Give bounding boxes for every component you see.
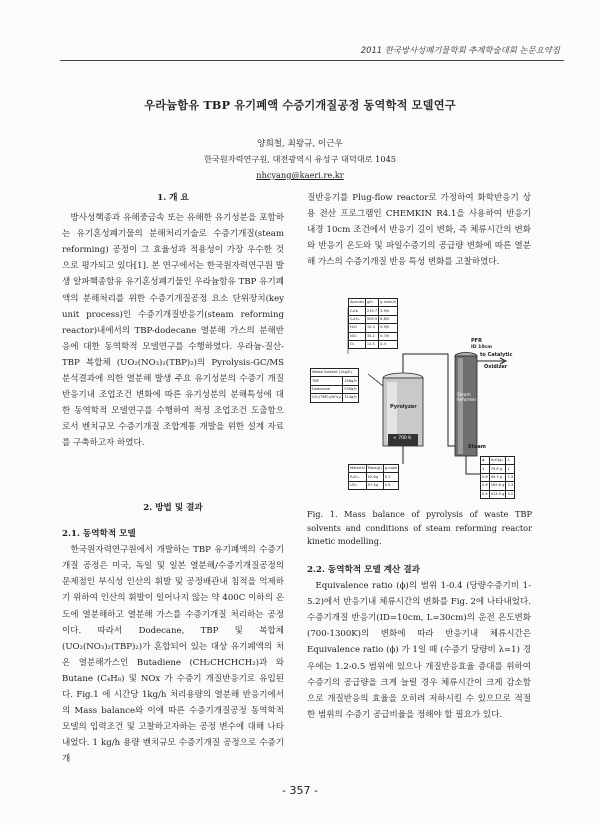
- species-table: Species g/h g-mole/h C₄H₆ 219.7 3.9/h C₄H₁₀ 509.9 8.8/h H₂O 15.3 0.9/h NO₂ 33.2 0.7/h O₂ 11.5 0.4: [348, 298, 398, 349]
- running-header: 2011 한국방사성폐기물학회 추계학술대회 논문요약집: [360, 45, 560, 55]
- pyrolyzer-temp: < 700 K: [393, 436, 412, 441]
- header-rule: [60, 60, 564, 61]
- catalytic-label: to Catalytic: [480, 352, 513, 358]
- subsection-2-1-paragraph: 한국원자력연구원에서 개발하는 TBP 유기폐액의 수증기개질 공정은 미국, 독일 및 일본 열분해/수증기개질공정의 문제점인 부식성 인산의 휘발 및 공정배관내 침적을 억제하기 위하여 인산의 휘발이 일어나지 않는 약 400C 이하의 온도에 열분해하고 열분해 가스를 수증기개질 처리하는 공정이다. 따라서 Dodecane, TBP 및 복합체 (UO₂(NO₃)₂(TBP)₂)가 혼합되어 있는 대상 유기폐액의 처온 열분해가스인 Butadiene (CH₂CHCHCH₂)과 와 Butane (C₄H₈) 및 NOx 가 수증기 개질반응기로 유입된다. Fig.1 에 시간당 1kg/h 처리용량의 열분해 반응기에서의 Mass balance와 이에 따른 수증기개질공정 동역학적 모델의 입력조건 및 고찰하고자하는 공정 변수에 대해 나타내었다. 1 kg/h 용량 벤치규모 수증기개질 공정으로 수증기개: [62, 545, 284, 765]
- waste-solvent-table: Waste Solvent (1kg/h) TBP 156g/h Dodecane 530g/h UO₂(TBP)₂(NO₃)₂ 314g/h: [310, 368, 359, 403]
- method-heading: 2. 방법 및 결과: [143, 503, 203, 513]
- affiliation: 한국원자력연구원, 대전광역시 유성구 대덕대로 1045: [203, 154, 397, 164]
- continued-paragraph: 질반응기를 Plug-flow reactor로 가정하여 화학반응기 상용 전산 프로그램인 CHEMKIN R4.1을 사용하여 반응기 내경 10cm 조건에서 반응기 길이 변화, 즉 체류시간의 변화와 반응기 온도와 및 파일수증기의 공급량 변화에 따른 열분해 가스의 수증기개질 반응 특성 변화를 고찰하였다.: [307, 193, 531, 268]
- oxidizer-label: Oxidizer: [484, 364, 508, 370]
- subsection-2-2-paragraph: Equivalence ratio (ϕ)의 범위 1-0.4 (당량수증기비 1-5.2)에서 반응기내 체류시간의 변화를 Fig. 2에 나타내었다. 수증기개질 반응기(ID=10cm, L=30cm)의 운전 온도변화 (700-1300K)의 변화에 따라 반응기내 체류시간은 Equivalence ratio (ϕ) 가 1일 때 (수증기 당량비 λ=1) 경우에는 1.2-0.5 범위에 있으나 개질반응효율 증대를 위하여 수증기의 공급량을 크게 늘릴 경우 체류시간이 크게 감소함으로 개질반응의 효율을 오히려 저하시킬 수 있으므로 적절한 범위의 수증기 공급비율을 정해야 할 필요가 있다.: [307, 581, 531, 720]
- right-column: [307, 190, 531, 270]
- steam-label: Steam: [468, 444, 486, 450]
- residue-table: Material Mass(g) g-mole P₄O₁₀ 92.6g 0.7 UO₂ 97.4g 0.4: [348, 464, 399, 490]
- email-link[interactable]: nhcyang@kaeri.re.kr: [256, 170, 344, 180]
- intro-heading: 1. 개 요: [157, 193, 189, 203]
- left-column-lower: [62, 500, 284, 768]
- pyrolyzer-label: Pyrolyzer: [390, 404, 417, 410]
- left-column: [62, 190, 284, 452]
- pyrolyzer-highlight: [387, 382, 397, 442]
- subsection-2-1-heading: 2.1. 동역학적 모델: [62, 529, 136, 540]
- authors: 양희철, 최왕규, 이근우: [257, 139, 343, 149]
- pfr-label: PFR: [471, 338, 482, 344]
- pfr-id-label: ID 10cm: [471, 345, 493, 350]
- page-number: - 357 -: [282, 784, 318, 797]
- steam-reformer-label: Steam Reformer: [457, 392, 477, 402]
- right-column-lower: [307, 562, 531, 723]
- figure-1: [308, 296, 530, 512]
- intro-paragraph: 방사성핵종과 유해중금속 또는 유해한 유기성분을 포함하는 유기혼성폐기물의 분해처리기술로 수증기개질(steam reforming) 공정이 그 효율성과 적용성이 가장 우수한 것으로 평가되고 있다[1]. 본 연구에서는 한국원자력연구원 발생 알파핵종함유 유기혼성폐기물인 우라늄함유 TBP 유기폐액의 분해처리를 위한 수증기개질공정 요소 단위장치(key unit process)인 수증기개질반응기(steam reforming reactor)내에서의 TBP-dodecane 열분해 가스의 분해반응에 대한 동역학적 모델연구를 수행하였다. 우라늄-질산-TBP 복합체 (UO₂(NO₃)₂(TBP)₂)의 Pyrolysis-GC/MS 분석결과에 의한 열분해 발생 주요 유기성분의 수증기 개질 반응기내 조업조건 변화에 따른 유기성분의 분해특성에 대한 동역학적 모델연구를 수행하여 적정 조업조건 도출함으로서 벤치규모 수증기개질 조합계통 개발을 위한 설계 자료를 구축하고자 하였다.: [62, 213, 284, 449]
- subsection-2-2-heading: 2.2. 동역학적 모델 계산 결과: [307, 565, 420, 575]
- steam-table: ϕ H₂O(g) λ 1 79.6 g 1 0.8 99.3 g 1.3 0.6 165.6 g 2.3 0.4 413.5 g 5.2: [480, 456, 515, 499]
- paper-title: 우라늄함유 TBP 유기폐액 수증기개질공정 동역학적 모델연구: [144, 98, 456, 112]
- email-line: [0, 170, 600, 180]
- figure-caption: Fig. 1. Mass balance of pyrolysis of waste TBP solvents and conditions of steam reforming reactor kinetic modelling.: [307, 509, 532, 547]
